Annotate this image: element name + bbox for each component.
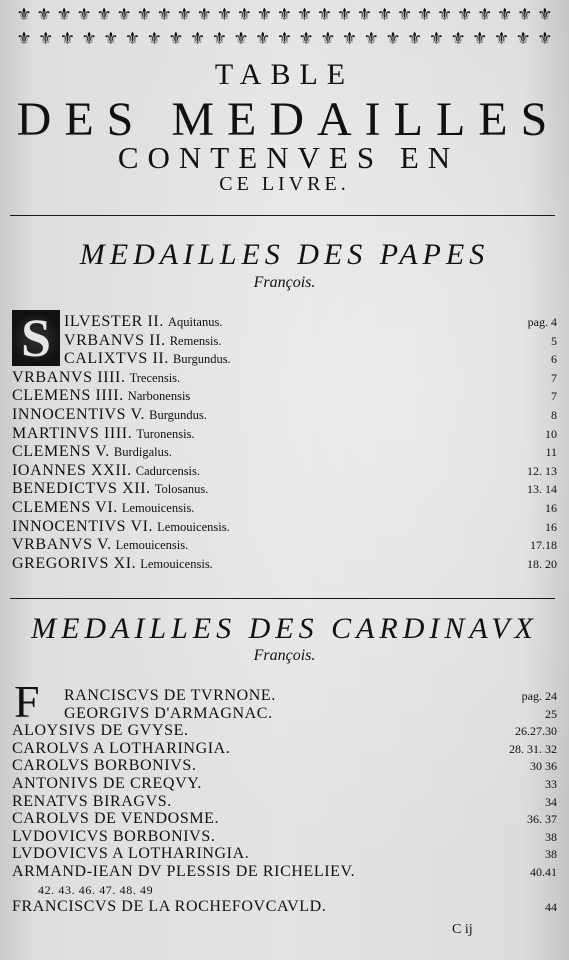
entry-name: LVDOVICVS A LOTHARINGIA. [12, 845, 250, 863]
fleur-de-lis-icon: ⚜ [16, 5, 32, 24]
entry-page-number: 13. 14 [527, 482, 557, 497]
entry-page-number: 33 [545, 777, 557, 791]
entry-origin: Burgundus. [149, 408, 207, 422]
entry-name: GEORGIVS D'ARMAGNAC. [64, 704, 273, 722]
entry-origin: Aquitanus. [167, 315, 223, 329]
header-line-1: TABLE [214, 58, 355, 91]
entry-page-number: 38 [545, 847, 557, 862]
entry-origin: Remensis. [169, 333, 222, 348]
entry-name: CALIXTVS II. [64, 350, 169, 368]
fleur-de-lis-icon: ⚜ [211, 29, 227, 48]
entry-origin: Lemouicensis. [121, 501, 195, 515]
entry-page-number: 18. 20 [527, 556, 557, 571]
entry-name: ARMAND-IEAN DV PLESSIS DE RICHELIEV. [12, 863, 356, 880]
fleur-de-lis-icon: ⚜ [176, 5, 192, 24]
entry-page-number: 17.18 [530, 538, 557, 553]
section-rule [10, 598, 555, 599]
entry-page-number: 40.41 [530, 865, 557, 879]
fleur-de-lis-icon: ⚜ [124, 29, 141, 48]
fleur-de-lis-icon: ⚜ [190, 29, 206, 48]
table-row [12, 461, 557, 481]
entry-page-number: pag. 4 [527, 315, 557, 329]
entry-page-number: 10 [545, 426, 557, 441]
entry-origin: Burgundus. [172, 352, 231, 367]
entry-name: ILVESTER II. [64, 313, 164, 330]
fleur-de-lis-icon: ⚜ [407, 29, 423, 48]
entry-page-number: 28. 31. 32 [509, 741, 557, 756]
fleur-de-lis-icon: ⚜ [233, 29, 249, 48]
entry-name: VRBANVS V. [12, 536, 112, 554]
dropcap-f: F [14, 676, 40, 727]
fleur-de-lis-ornament-band [14, 4, 555, 50]
fleur-de-lis-icon: ⚜ [356, 5, 373, 24]
fleur-de-lis-icon: ⚜ [298, 29, 314, 48]
fleur-de-lis-icon: ⚜ [76, 5, 92, 24]
fleur-de-lis-icon: ⚜ [256, 5, 272, 24]
entry-origin: Trecensis. [129, 370, 181, 385]
fleur-de-lis-icon: ⚜ [296, 5, 313, 24]
entry-page-number: 5 [551, 333, 557, 348]
table-row [12, 312, 557, 332]
entry-page-number: pag. 24 [521, 689, 557, 703]
section-subtitle-papes: François. [253, 274, 316, 291]
fleur-de-lis-icon: ⚜ [376, 5, 393, 24]
table-row [12, 349, 557, 369]
fleur-de-lis-icon: ⚜ [146, 29, 162, 48]
entry-name: 42. 43. 46. 47. 48. 49 [38, 882, 154, 897]
fleur-de-lis-icon: ⚜ [457, 5, 473, 24]
entry-page-number: 34 [545, 794, 557, 809]
signature-mark: C ij [452, 922, 473, 937]
entry-page-number: 26.27.30 [515, 724, 557, 739]
entry-name: ALOYSIVS DE GVYSE. [12, 722, 189, 740]
entry-origin: Lemouicensis. [115, 538, 189, 553]
entry-name: MARTINVS IIII. [12, 424, 133, 442]
fleur-de-lis-icon: ⚜ [336, 5, 353, 24]
entry-page-number: 7 [551, 370, 557, 385]
entry-name: LVDOVICVS BORBONIVS. [12, 827, 216, 845]
fleur-de-lis-icon: ⚜ [417, 5, 433, 24]
entry-origin: Turonensis. [136, 426, 195, 441]
fleur-de-lis-icon: ⚜ [196, 5, 212, 24]
fleur-de-lis-icon: ⚜ [341, 29, 358, 48]
entry-name: VRBANVS IIII. [12, 368, 126, 386]
entry-name: VRBANVS II. [64, 331, 166, 349]
entry-origin: Lemouicensis. [157, 519, 230, 534]
entry-name: CAROLVS A LOTHARINGIA. [12, 739, 231, 757]
fleur-de-lis-icon: ⚜ [428, 29, 444, 48]
table-row [12, 479, 557, 499]
fleur-de-lis-icon: ⚜ [116, 5, 132, 24]
fleur-de-lis-icon: ⚜ [477, 5, 493, 24]
entry-page-number: 11 [545, 445, 557, 460]
table-row [12, 331, 557, 351]
entry-page-number: 12. 13 [527, 463, 557, 478]
entry-origin: Cadurcensis. [135, 463, 201, 478]
entry-origin: Burdigalus. [113, 445, 172, 460]
header-line-3: CONTENVES EN [117, 140, 460, 175]
fleur-de-lis-icon: ⚜ [493, 29, 510, 48]
fleur-de-lis-icon: ⚜ [96, 5, 112, 24]
fleur-de-lis-icon: ⚜ [276, 29, 293, 48]
fleur-de-lis-icon: ⚜ [36, 5, 52, 24]
entry-page-number: 25 [545, 706, 557, 721]
entry-page-number: 7 [551, 389, 557, 404]
fleur-de-lis-icon: ⚜ [515, 29, 531, 48]
entry-page-number: 16 [545, 501, 557, 515]
table-row [12, 368, 557, 388]
fleur-de-lis-icon: ⚜ [385, 29, 401, 48]
table-row [12, 498, 557, 518]
entry-name: ANTONIVS DE CREQVY. [12, 775, 202, 792]
entry-page-number: 6 [551, 352, 557, 367]
entry-name: CLEMENS VI. [12, 499, 118, 516]
fleur-de-lis-icon: ⚜ [517, 5, 533, 24]
dropcap-s-icon: S [12, 310, 60, 366]
fleur-de-lis-icon: ⚜ [156, 5, 172, 24]
table-row [12, 386, 557, 406]
fleur-de-lis-icon: ⚜ [320, 29, 336, 48]
entry-name: INNOCENTIVS V. [12, 406, 146, 423]
fleur-de-lis-icon: ⚜ [450, 29, 466, 48]
fleur-de-lis-icon: ⚜ [396, 5, 413, 24]
entry-name: BENEDICTVS XII. [12, 480, 151, 498]
header-line-4: CE LIVRE. [219, 173, 350, 195]
entry-name: CAROLVS BORBONIVS. [12, 757, 197, 775]
table-row [12, 897, 557, 917]
fleur-de-lis-icon: ⚜ [59, 29, 76, 48]
fleur-de-lis-icon: ⚜ [103, 29, 119, 48]
table-row [12, 535, 557, 555]
header-line-2: DES MEDAILLES [16, 93, 561, 146]
entry-name: CLEMENS IIII. [12, 387, 124, 405]
entry-name: RENATVS BIRAGVS. [12, 792, 172, 810]
fleur-de-lis-icon: ⚜ [16, 29, 32, 48]
entry-page-number: 16 [545, 519, 557, 534]
fleur-de-lis-icon: ⚜ [216, 5, 232, 24]
entry-page-number: 44 [545, 900, 557, 915]
fleur-de-lis-icon: ⚜ [363, 29, 379, 48]
entry-name: IOANNES XXII. [12, 461, 132, 479]
entry-name: CAROLVS DE VENDOSME. [12, 810, 220, 828]
table-row [12, 517, 557, 537]
fleur-de-lis-icon: ⚜ [56, 5, 72, 24]
entry-page-number: 36. 37 [527, 812, 557, 827]
fleur-de-lis-icon: ⚜ [136, 5, 152, 24]
entry-page-number: 30 36 [530, 759, 557, 774]
table-row [12, 424, 557, 444]
fleur-de-lis-icon: ⚜ [255, 29, 271, 48]
fleur-de-lis-icon: ⚜ [276, 5, 293, 24]
table-row [12, 442, 557, 462]
section-rule [10, 215, 555, 216]
table-row [12, 405, 557, 425]
entry-origin: Lemouicensis. [140, 556, 213, 571]
fleur-de-lis-icon: ⚜ [316, 5, 333, 24]
fleur-de-lis-icon: ⚜ [437, 5, 453, 24]
fleur-de-lis-icon: ⚜ [537, 29, 553, 48]
fleur-de-lis-icon: ⚜ [81, 29, 97, 48]
entry-origin: Tolosanus. [154, 482, 209, 497]
fleur-de-lis-icon: ⚜ [497, 5, 513, 24]
fleur-de-lis-icon: ⚜ [38, 29, 54, 48]
entry-name: CLEMENS V. [12, 443, 110, 461]
section-subtitle-cardinaux: François. [253, 647, 316, 664]
entry-page-number: 8 [551, 408, 557, 422]
table-row [12, 554, 557, 574]
entry-name: RANCISCVS DE TVRNONE. [64, 687, 276, 704]
section-title-papes: MEDAILLES DES PAPES [79, 238, 490, 271]
section-title-cardinaux: MEDAILLES DES CARDINAVX [31, 612, 538, 645]
entry-page-number: 38 [545, 829, 557, 844]
fleur-de-lis-icon: ⚜ [537, 5, 553, 24]
entry-name: INNOCENTIVS VI. [12, 517, 154, 535]
fleur-de-lis-icon: ⚜ [236, 5, 252, 24]
fleur-de-lis-icon: ⚜ [472, 29, 488, 48]
entry-name: FRANCISCVS DE LA ROCHEFOVCAVLD. [12, 898, 327, 916]
entry-origin: Narbonensis [127, 389, 191, 404]
fleur-de-lis-icon: ⚜ [168, 29, 184, 48]
entry-name: GREGORIVS XI. [12, 554, 137, 572]
